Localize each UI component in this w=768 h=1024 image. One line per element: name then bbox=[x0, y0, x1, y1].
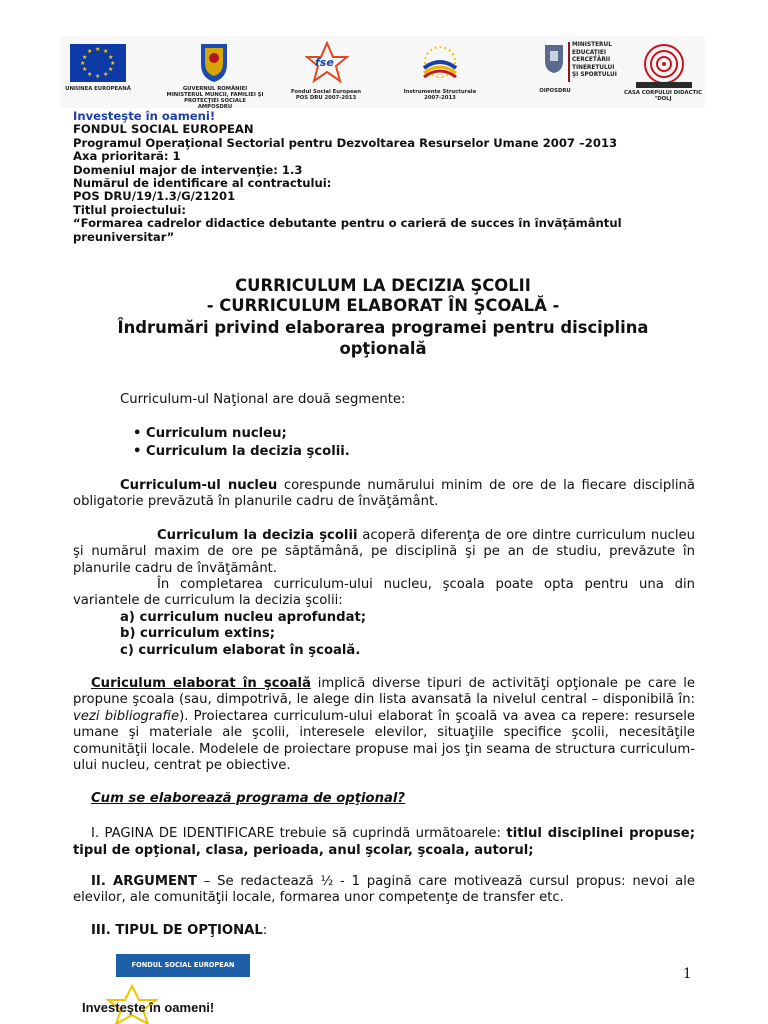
paragraph-nucleu-text: corespunde numărului minim de ore de la fiecare disciplină obligatorie prevăzută în planurile cadru de învăţământ. bbox=[73, 478, 695, 510]
structural-instruments-logo-icon bbox=[418, 42, 462, 84]
section-identification-heading: I. PAGINA DE IDENTIFICARE bbox=[91, 826, 275, 841]
minister-divider bbox=[568, 42, 570, 82]
intro-text: Curriculum-ul Naţional are două segmente: bbox=[120, 392, 406, 407]
paragraph-elaborat bbox=[73, 676, 695, 774]
section-argument bbox=[73, 874, 695, 907]
eu-flag-icon: ★ ★ ★ ★ ★ ★ ★ ★ ★ ★ ★ ★ bbox=[70, 44, 126, 82]
header-line: POS DRU/19/1.3/G/21201 bbox=[73, 189, 236, 204]
section-identification-items: titlul disciplinei propuse; tipul de opţional, clasa, perioada, anul şcolar, şcoala, autorul; bbox=[73, 826, 696, 858]
section-identification-mid: trebuie să cuprindă următoarele: bbox=[274, 826, 507, 841]
header-line: Domeniul major de intervenţie: 1.3 bbox=[73, 162, 303, 177]
project-header bbox=[73, 110, 673, 244]
romania-coat-of-arms-icon bbox=[197, 40, 231, 84]
footer-fse-banner: FONDUL SOCIAL EUROPEAN bbox=[116, 954, 250, 977]
section-tip-optional bbox=[91, 923, 267, 939]
fse-mark: fse bbox=[315, 56, 334, 69]
page-number: 1 bbox=[683, 966, 692, 982]
bullet-curriculum-nucleu: • Curriculum nucleu; bbox=[133, 426, 287, 441]
term-curriculum-elaborat: Curiculum elaborat în şcoală bbox=[91, 676, 311, 691]
minister-caption: MINISTERUL EDUCAŢIEI CERCETĂRII TINERETULUI ŞI SPORTULUI bbox=[572, 42, 617, 79]
section-argument-heading: II. ARGUMENT bbox=[91, 874, 198, 889]
oiposdru-crest-icon bbox=[543, 43, 565, 75]
section-tip-optional-heading: III. TIPUL DE OPŢIONAL bbox=[91, 923, 263, 938]
doc-title-1: CURRICULUM LA DECIZIA ŞCOLII bbox=[235, 276, 531, 295]
option-a: a) curriculum nucleu aprofundat; bbox=[120, 610, 367, 625]
section-identification bbox=[73, 825, 695, 859]
bibliography-reference: vezi bibliografie bbox=[73, 708, 180, 724]
header-line: Axa prioritară: 1 bbox=[73, 149, 181, 164]
term-curriculum-nucleu: Curriculum-ul nucleu bbox=[120, 478, 278, 493]
section-question: Cum se elaborează programa de opţional? bbox=[91, 791, 406, 806]
fse-caption: Fondul Social European POS DRU 2007-2013 bbox=[290, 89, 362, 101]
term-curriculum-decizie: Curriculum la decizia şcolii bbox=[157, 528, 358, 543]
doc-title-4: opţională bbox=[339, 339, 427, 358]
section-tip-optional-colon: : bbox=[262, 923, 268, 938]
header-line: preuniversitar” bbox=[73, 229, 175, 244]
ccd-spiral-logo-icon bbox=[634, 42, 694, 90]
paragraph-elaborat-text-a: implică diverse tipuri de activităţi opţionale pe care le propune şcoala (sau, dimpotrivă, le alege din lista avansată la nivelul central – disponibilă în: bbox=[73, 676, 695, 708]
oiposdru-caption: OIPOSDRU bbox=[539, 88, 571, 94]
header-line: Programul Operaţional Sectorial pentru Dezvoltarea Resurselor Umane 2007 –2013 bbox=[73, 135, 618, 150]
paragraph-decizie-text: acoperă diferenţa de ore dintre curriculum nucleu şi numărul maxim de ore pe săptămână, pe disciplină şi pe an de studiu, prevăzute în planurile cadru de învăţământ. bbox=[73, 528, 696, 576]
footer-slogan: Investeşte în oameni! bbox=[82, 1000, 215, 1015]
header-line: FONDUL SOCIAL EUROPEAN bbox=[73, 122, 254, 137]
option-c: c) curriculum elaborat în şcoală. bbox=[120, 643, 361, 658]
doc-title-3: Îndrumări privind elaborarea programei pentru disciplina bbox=[117, 318, 649, 337]
paragraph-nucleu bbox=[73, 478, 695, 511]
ccd-caption: CASA CORPULUI DIDACTIC "DOLJ bbox=[624, 90, 702, 102]
section-argument-text: – Se redactează ½ - 1 pagină care motivează cursul propus: nevoi ale elevilor, ale comunităţii locale, formarea unor competenţe de transfer etc. bbox=[73, 874, 695, 906]
header-slogan: Investeşte în oameni! bbox=[73, 109, 216, 123]
paragraph-elaborat-text-b: ). Proiectarea curriculum-ului elaborat în şcoală va avea ca repere: resursele umane şi materiale ale şcolii, interesele elevilor, situaţiile specifice şcolii, necesităţile comunităţii locale. Modelele de proiectare propuse mai jos ţin seama de structura curriculum-ului nucleu, centrat pe obiective. bbox=[73, 708, 696, 774]
header-line: “Formarea cadrelor didactice debutante pentru o carieră de succes în învăţământul bbox=[73, 216, 622, 231]
header-line: Numărul de identificare al contractului: bbox=[73, 176, 332, 191]
government-caption: GUVERNUL ROMÂNIEI MINISTERUL MUNCII, FAMILIEI ŞI PROTECŢIEI SOCIALE AMPOSDRU bbox=[166, 86, 264, 110]
paragraph-variante: În completarea curriculum-ului nucleu, şcoala poate opta pentru una din variantele de curriculum la decizia şcolii: bbox=[73, 577, 695, 609]
bullet-curriculum-decizie: • Curriculum la decizia şcolii. bbox=[133, 444, 350, 459]
paragraph-decizie bbox=[73, 528, 695, 577]
structural-instruments-caption: Instrumente Structurale 2007-2013 bbox=[403, 89, 477, 101]
eu-caption: UNIUNEA EUROPEANĂ bbox=[65, 86, 131, 92]
header-line: Titlul proiectului: bbox=[73, 202, 186, 217]
option-b: b) curriculum extins; bbox=[120, 626, 276, 641]
doc-title-2: - CURRICULUM ELABORAT ÎN ŞCOALĂ - bbox=[206, 296, 560, 315]
